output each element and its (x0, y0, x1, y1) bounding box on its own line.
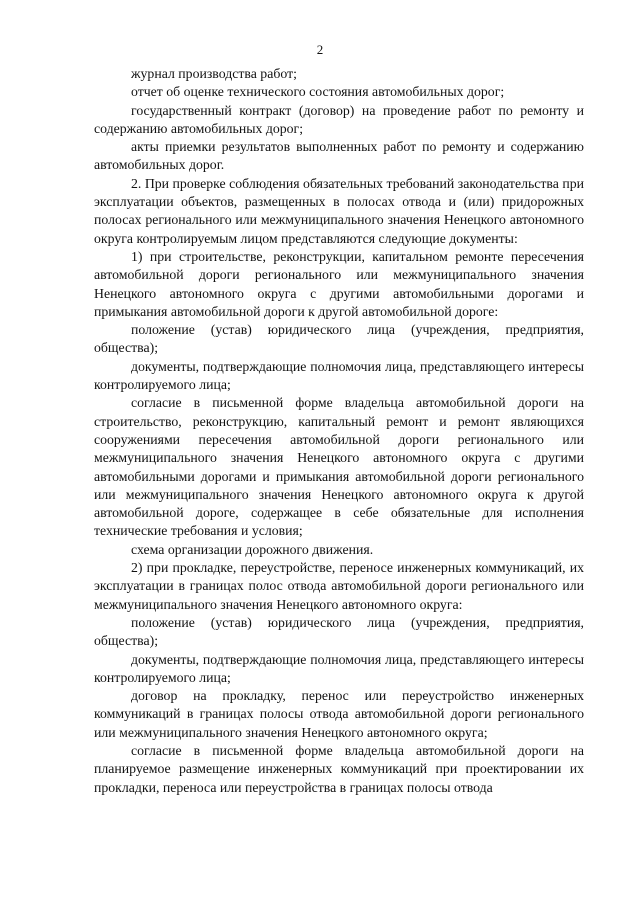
paragraph: согласие в письменной форме владельца автомобильной дороги на строительство, реконструкцию, капитальный ремонт и ремонт являющихся сооружениями пересечения автомобильной дороги регионального или межмуниципального значения Ненецкого автономного округа с другими автомобильными дорогами и примыкания автомобильной дороги регионального или межмуниципального значения Ненецкого автономного округа к другой автомобильной дороге, содержащее в себе обязательные для исполнения технические требования и условия; (94, 395, 584, 539)
paragraph: документы, подтверждающие полномочия лица, представляющего интересы контролируемого лица; (94, 651, 584, 685)
document-body (94, 65, 584, 797)
paragraph: 2) при прокладке, переустройстве, переносе инженерных коммуникаций, их эксплуатации в границах полос отвода автомобильной дороги регионального или межмуниципального значения Ненецкого автономного округа: (94, 560, 584, 612)
paragraph: 1) при строительстве, реконструкции, капитальном ремонте пересечения автомобильной дороги регионального или межмуниципального значения Ненецкого автономного округа с другими автомобильными дорогами и примыкания автомобильной дороги к другой автомобильной дороге: (94, 248, 584, 319)
paragraph: акты приемки результатов выполненных работ по ремонту и содержанию автомобильных дорог. (94, 139, 584, 173)
paragraph: положение (устав) юридического лица (учреждения, предприятия, общества); (94, 322, 584, 356)
page-number: 2 (316, 42, 324, 57)
paragraph: государственный контракт (договор) на проведение работ по ремонту и содержанию автомобильных дорог; (94, 102, 584, 136)
paragraph: договор на прокладку, перенос или переустройство инженерных коммуникаций в границах полосы отвода автомобильной дороги регионального или межмуниципального значения Ненецкого автономного округа; (94, 688, 584, 740)
paragraph: отчет об оценке технического состояния автомобильных дорог; (131, 84, 505, 100)
paragraph: положение (устав) юридического лица (учреждения, предприятия, общества); (94, 614, 584, 649)
paragraph: схема организации дорожного движения. (131, 541, 374, 557)
paragraph: документы, подтверждающие полномочия лица, представляющего интересы контролируемого лица; (94, 358, 584, 393)
paragraph: журнал производства работ; (131, 66, 297, 81)
paragraph: согласие в письменной форме владельца автомобильной дороги на планируемое размещение инженерных коммуникаций при проектировании их прокладки, переноса или переустройства в границах полосы отвода (94, 742, 584, 795)
paragraph: 2. При проверке соблюдения обязательных требований законодательства при эксплуатации объектов, размещенных в полосах отвода и (или) придорожных полосах регионального или межмуниципального значения Ненецкого автономного округа контролируемым лицом представляются следующие документы: (94, 175, 584, 246)
